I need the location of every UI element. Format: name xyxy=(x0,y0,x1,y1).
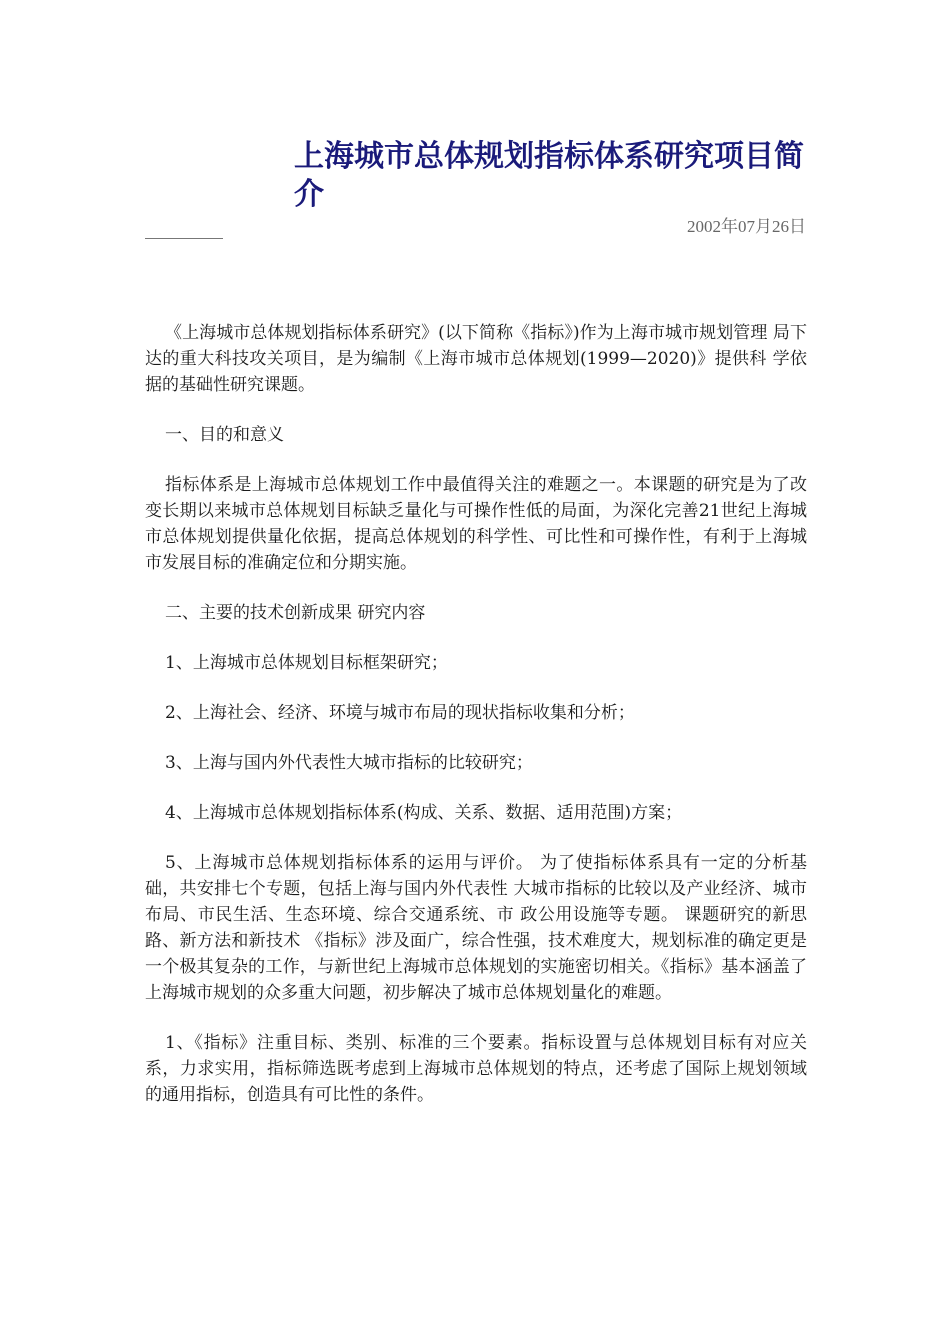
page-title: 上海城市总体规划指标体系研究项目简介 xyxy=(294,139,804,212)
list-item: 5、上海城市总体规划指标体系的运用与评价。 为了使指标体系具有一定的分析基础，共安排七个专题，包括上海与国内外代表性 大城市指标的比较以及产业经济、城市布局、市民生活、生态环境、综合交通系统、市 政公用设施等专题。 课题研究的新思路、新方法和新技术 《指标》涉及面广，综合性强，技术难度大，规划标准的确定更是一个极其复杂的工作，与新世纪上海城市总体规划的实施密切相关。《指标》基本涵盖了上海城市规划的众多重大问题，初步解决了城市总体规划量化的难题。 xyxy=(145,853,807,1003)
section-heading-purpose: 一、目的和意义 xyxy=(165,425,284,445)
section-heading-innovation: 二、主要的技术创新成果 研究内容 xyxy=(165,603,426,623)
intro-paragraph: 《上海城市总体规划指标体系研究》(以下简称《指标》)作为上海市城市规划管理 局下达的重大科技攻关项目，是为编制《上海市城市总体规划(1999—2020)》提供科 学依据的基础性研究课题。 xyxy=(145,323,807,395)
point-paragraph: 1、《指标》注重目标、类别、标准的三个要素。指标设置与总体规划目标有对应关系，力求实用，指标筛选既考虑到上海城市总体规划的特点，还考虑了国际上规划领域的通用指标，创造具有可比性的条件。 xyxy=(145,1033,807,1105)
publish-date: 2002年07月26日 xyxy=(687,217,806,236)
list-item: 2、上海社会、经济、环境与城市布局的现状指标收集和分析； xyxy=(165,703,635,723)
divider xyxy=(145,238,223,239)
list-item: 1、上海城市总体规划目标框架研究； xyxy=(165,653,448,673)
article-body xyxy=(145,320,807,1132)
list-item: 4、上海城市总体规划指标体系(构成、关系、数据、适用范围)方案； xyxy=(165,803,683,823)
purpose-paragraph: 指标体系是上海城市总体规划工作中最值得关注的难题之一。本课题的研究是为了改变长期以来城市总体规划目标缺乏量化与可操作性低的局面，为深化完善21世纪上海城市总体规划提供量化依据，提高总体规划的科学性、可比性和可操作性，有利于上海城市发展目标的准确定位和分期实施。 xyxy=(145,475,807,573)
list-item: 3、上海与国内外代表性大城市指标的比较研究； xyxy=(165,753,533,773)
